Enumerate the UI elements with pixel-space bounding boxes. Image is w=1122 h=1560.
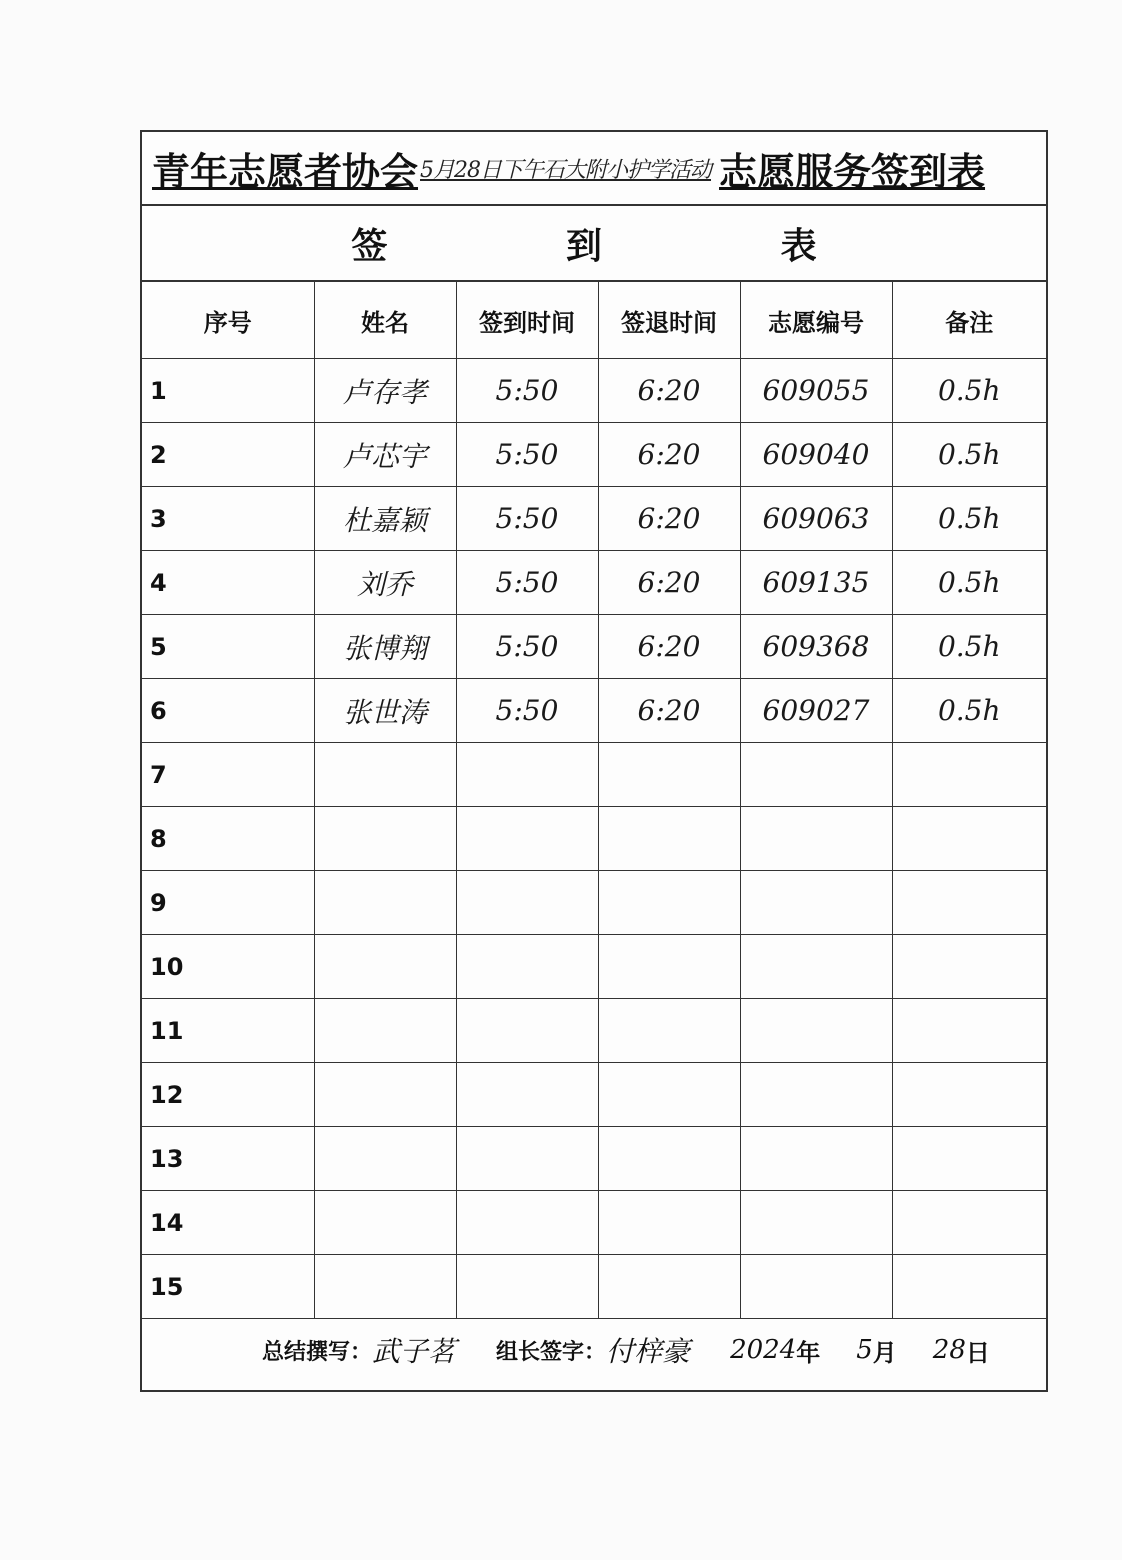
date-year: 2024 (730, 1335, 797, 1365)
date-year-label: 年 (796, 1338, 821, 1367)
volunteer-id (740, 807, 892, 871)
volunteer-name (314, 1127, 456, 1191)
checkout-time: 6:20 (598, 551, 740, 615)
column-header-name: 姓名 (314, 282, 456, 359)
volunteer-id (740, 743, 892, 807)
table-row (142, 551, 1046, 615)
date-month: 5 (856, 1335, 873, 1365)
checkout-time (598, 743, 740, 807)
volunteer-name (314, 1191, 456, 1255)
volunteer-name (314, 1255, 456, 1319)
row-index: 12 (142, 1063, 314, 1127)
checkin-time (456, 871, 598, 935)
note (892, 1255, 1046, 1319)
checkout-time (598, 1127, 740, 1191)
date-month-label: 月 (872, 1338, 897, 1367)
date-day-label: 日 (965, 1338, 990, 1367)
volunteer-id: 609055 (740, 359, 892, 423)
column-header-volunteer-id: 志愿编号 (740, 282, 892, 359)
sign-in-sheet (140, 130, 1048, 1392)
table-row (142, 871, 1046, 935)
table-row (142, 935, 1046, 999)
checkin-time: 5:50 (456, 487, 598, 551)
row-index: 10 (142, 935, 314, 999)
row-index: 13 (142, 1127, 314, 1191)
date-day: 28 (932, 1335, 966, 1365)
table-row (142, 615, 1046, 679)
note (892, 743, 1046, 807)
volunteer-id (740, 1063, 892, 1127)
volunteer-id: 609027 (740, 679, 892, 743)
leader-signature: 付梓豪 (606, 1335, 691, 1368)
column-header-checkin: 签到时间 (456, 282, 598, 359)
checkin-time (456, 807, 598, 871)
row-index: 6 (142, 679, 314, 743)
volunteer-id (740, 1191, 892, 1255)
checkin-time (456, 1255, 598, 1319)
checkout-time (598, 1255, 740, 1319)
table-row (142, 999, 1046, 1063)
note: 0.5h (892, 487, 1046, 551)
row-index: 14 (142, 1191, 314, 1255)
row-index: 2 (142, 423, 314, 487)
table-row (142, 1063, 1046, 1127)
table-row (142, 1255, 1046, 1319)
table-row (142, 423, 1046, 487)
title-prefix: 青年志愿者协会 (152, 149, 419, 194)
summary-label: 总结撰写： (262, 1339, 373, 1365)
sheet-subtitle (142, 206, 1046, 282)
volunteer-name: 张博翔 (314, 615, 456, 679)
row-index: 9 (142, 871, 314, 935)
checkin-time: 5:50 (456, 359, 598, 423)
sheet-footer (142, 1319, 1046, 1381)
row-index: 4 (142, 551, 314, 615)
table-row (142, 1191, 1046, 1255)
volunteer-name (314, 743, 456, 807)
checkout-time: 6:20 (598, 487, 740, 551)
checkin-time: 5:50 (456, 423, 598, 487)
checkout-time: 6:20 (598, 359, 740, 423)
checkin-time (456, 1191, 598, 1255)
volunteer-id: 609040 (740, 423, 892, 487)
table-row (142, 359, 1046, 423)
checkout-time (598, 1191, 740, 1255)
checkin-time (456, 999, 598, 1063)
note: 0.5h (892, 551, 1046, 615)
row-index: 5 (142, 615, 314, 679)
checkout-time: 6:20 (598, 423, 740, 487)
row-index: 11 (142, 999, 314, 1063)
volunteer-id (740, 871, 892, 935)
volunteer-name: 张世涛 (314, 679, 456, 743)
column-header-checkout: 签退时间 (598, 282, 740, 359)
note (892, 999, 1046, 1063)
sheet-title (142, 132, 1046, 206)
table-row (142, 487, 1046, 551)
volunteer-id (740, 999, 892, 1063)
checkout-time (598, 1063, 740, 1127)
note (892, 1127, 1046, 1191)
row-index: 7 (142, 743, 314, 807)
checkout-time: 6:20 (598, 615, 740, 679)
checkin-time (456, 1063, 598, 1127)
note (892, 935, 1046, 999)
checkin-time (456, 1127, 598, 1191)
subtitle-char: 签 (351, 225, 388, 267)
volunteer-name: 卢芯宇 (314, 423, 456, 487)
title-suffix: 志愿服务签到表 (719, 149, 986, 194)
table-row (142, 679, 1046, 743)
volunteer-name: 刘乔 (314, 551, 456, 615)
column-header-index: 序号 (142, 282, 314, 359)
note: 0.5h (892, 423, 1046, 487)
note (892, 807, 1046, 871)
note (892, 1191, 1046, 1255)
volunteer-name (314, 871, 456, 935)
row-index: 1 (142, 359, 314, 423)
volunteer-id (740, 1127, 892, 1191)
volunteer-id: 609063 (740, 487, 892, 551)
subtitle-char: 到 (565, 225, 602, 267)
note: 0.5h (892, 679, 1046, 743)
volunteer-id: 609368 (740, 615, 892, 679)
volunteer-name (314, 807, 456, 871)
checkin-time: 5:50 (456, 615, 598, 679)
title-activity: 5月28日下午石大附小护学活动 (420, 157, 712, 183)
volunteer-id: 609135 (740, 551, 892, 615)
checkout-time (598, 935, 740, 999)
checkin-time (456, 935, 598, 999)
table-header-row (142, 282, 1046, 359)
checkout-time: 6:20 (598, 679, 740, 743)
subtitle-char: 表 (780, 225, 817, 267)
row-index: 8 (142, 807, 314, 871)
row-index: 3 (142, 487, 314, 551)
table-row (142, 1127, 1046, 1191)
volunteer-name (314, 999, 456, 1063)
note (892, 871, 1046, 935)
volunteer-id (740, 935, 892, 999)
checkin-time: 5:50 (456, 551, 598, 615)
attendance-table (142, 282, 1046, 1319)
volunteer-name (314, 935, 456, 999)
summary-signature: 武子茗 (372, 1335, 457, 1368)
checkin-time: 5:50 (456, 679, 598, 743)
checkin-time (456, 743, 598, 807)
checkout-time (598, 999, 740, 1063)
checkout-time (598, 871, 740, 935)
volunteer-name: 杜嘉颖 (314, 487, 456, 551)
note (892, 1063, 1046, 1127)
volunteer-name (314, 1063, 456, 1127)
note: 0.5h (892, 359, 1046, 423)
table-row (142, 807, 1046, 871)
volunteer-name: 卢存孝 (314, 359, 456, 423)
volunteer-id (740, 1255, 892, 1319)
leader-label: 组长签字： (496, 1339, 607, 1365)
row-index: 15 (142, 1255, 314, 1319)
table-row (142, 743, 1046, 807)
column-header-note: 备注 (892, 282, 1046, 359)
note: 0.5h (892, 615, 1046, 679)
checkout-time (598, 807, 740, 871)
